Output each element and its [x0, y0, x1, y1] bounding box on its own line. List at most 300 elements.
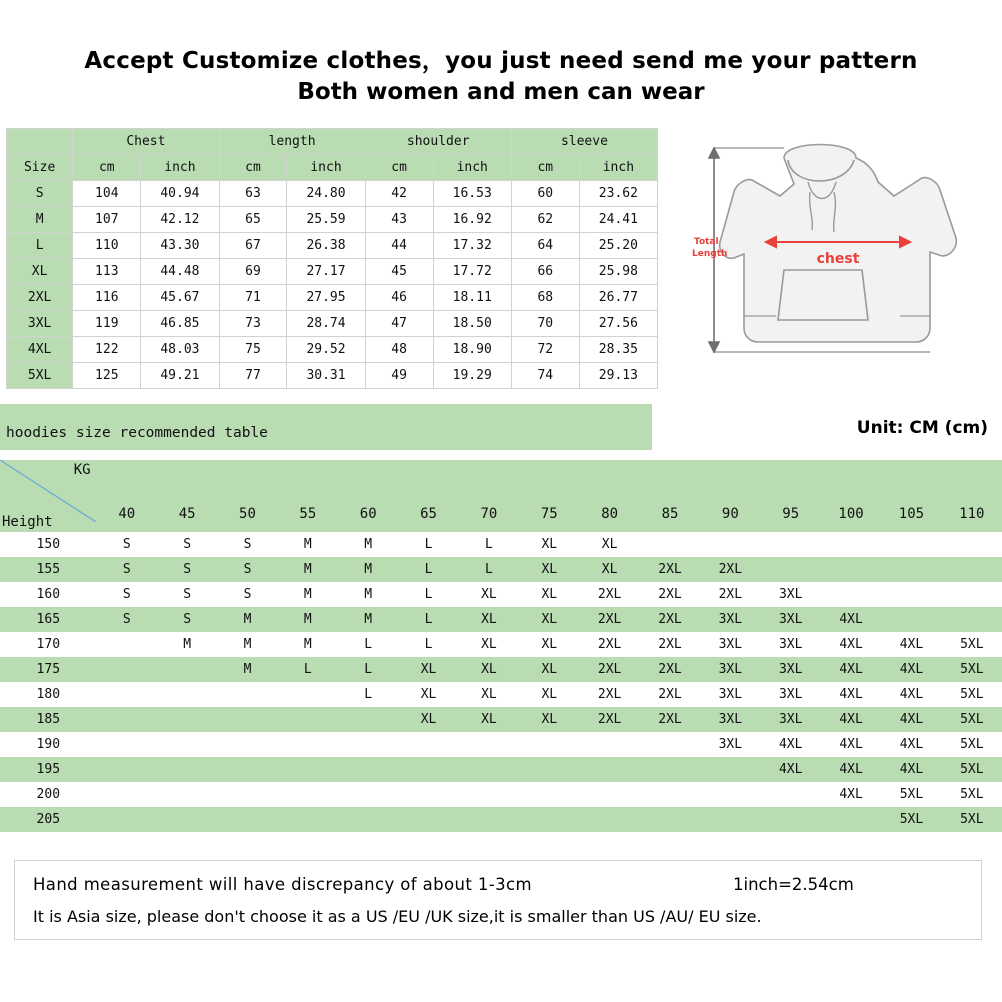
recommended-size-cell: S [157, 582, 217, 607]
recommended-size-cell: S [157, 532, 217, 557]
size-value: 72 [511, 337, 579, 363]
recommended-size-cell: 4XL [881, 757, 941, 782]
recommended-size-cell: 4XL [821, 607, 881, 632]
recommended-size-cell: 5XL [881, 782, 941, 807]
recommended-size-cell: M [278, 607, 338, 632]
size-value: 24.80 [287, 181, 365, 207]
size-recommendation-table [0, 460, 1002, 832]
recommended-size-cell: 3XL [700, 732, 760, 757]
recommended-size-cell: 2XL [640, 657, 700, 682]
table-row [7, 285, 658, 311]
recommended-size-cell: XL [519, 532, 579, 557]
recommended-size-cell [640, 532, 700, 557]
weight-column-header: 110 [942, 460, 1002, 532]
size-value: 29.13 [579, 363, 657, 389]
size-value: 49.21 [141, 363, 219, 389]
recommended-size-cell: M [217, 607, 277, 632]
size-value: 23.62 [579, 181, 657, 207]
recommended-size-cell: XL [398, 707, 458, 732]
recommended-size-cell: S [157, 557, 217, 582]
recommended-size-cell [459, 782, 519, 807]
size-table-corner-cell [7, 129, 73, 155]
recommended-size-cell [942, 557, 1002, 582]
recommended-size-cell: 3XL [761, 657, 821, 682]
recommended-size-cell [278, 757, 338, 782]
recommended-size-cell: 2XL [700, 582, 760, 607]
size-value: 62 [511, 207, 579, 233]
size-value: 67 [219, 233, 287, 259]
recommended-size-cell: S [217, 532, 277, 557]
kg-height-corner-cell [0, 460, 97, 532]
recommended-size-cell: XL [519, 582, 579, 607]
recommended-size-cell: 4XL [821, 732, 881, 757]
weight-column-header: 65 [398, 460, 458, 532]
recommended-size-cell: L [459, 557, 519, 582]
size-value: 28.35 [579, 337, 657, 363]
recommended-size-cell: XL [519, 682, 579, 707]
recommended-size-cell: 3XL [761, 607, 821, 632]
recommended-size-cell [278, 782, 338, 807]
recommended-size-cell [700, 757, 760, 782]
size-value: 29.52 [287, 337, 365, 363]
recommended-size-cell: L [278, 657, 338, 682]
kg-axis-label: KG [73, 462, 91, 478]
size-value: 27.17 [287, 259, 365, 285]
recommended-size-cell: M [338, 607, 398, 632]
recommended-size-cell: 3XL [700, 707, 760, 732]
recommended-size-cell [157, 682, 217, 707]
recommended-size-cell: 2XL [640, 582, 700, 607]
recommended-size-cell: S [97, 582, 157, 607]
recommended-size-cell [640, 732, 700, 757]
size-table-subheader-8: inch [579, 155, 657, 181]
recommended-size-cell: 2XL [579, 582, 639, 607]
recommended-size-cell: 2XL [640, 682, 700, 707]
size-label: 5XL [7, 363, 73, 389]
recommended-size-cell: 5XL [942, 782, 1002, 807]
size-value: 27.95 [287, 285, 365, 311]
recommended-size-cell [519, 757, 579, 782]
recommended-size-cell [519, 782, 579, 807]
size-table-subheader-0: Size [7, 155, 73, 181]
weight-column-header: 40 [97, 460, 157, 532]
recommended-size-cell [157, 807, 217, 832]
recommended-size-cell [97, 657, 157, 682]
recommended-size-cell: 5XL [942, 657, 1002, 682]
recommended-size-cell: 4XL [881, 657, 941, 682]
height-row-label: 205 [0, 807, 97, 832]
height-row-label: 185 [0, 707, 97, 732]
recommended-size-cell [579, 757, 639, 782]
size-value: 25.98 [579, 259, 657, 285]
recommended-size-cell: M [157, 632, 217, 657]
recommended-size-cell [398, 732, 458, 757]
size-value: 116 [73, 285, 141, 311]
size-value: 69 [219, 259, 287, 285]
recommended-size-cell [97, 707, 157, 732]
recommended-size-cell [338, 782, 398, 807]
size-value: 74 [511, 363, 579, 389]
size-value: 25.59 [287, 207, 365, 233]
recommended-size-cell: 5XL [942, 757, 1002, 782]
recommended-size-cell: 2XL [579, 682, 639, 707]
recommended-size-cell [157, 732, 217, 757]
size-value: 71 [219, 285, 287, 311]
recommended-size-cell: XL [459, 682, 519, 707]
recommended-size-cell [942, 607, 1002, 632]
recommended-size-cell: M [278, 632, 338, 657]
size-value: 18.11 [433, 285, 511, 311]
table-row [0, 707, 1002, 732]
recommended-size-cell [881, 557, 941, 582]
weight-column-header: 50 [217, 460, 277, 532]
size-value: 30.31 [287, 363, 365, 389]
hoodie-measurement-diagram [688, 130, 988, 385]
recommended-size-cell [97, 807, 157, 832]
size-value: 73 [219, 311, 287, 337]
table-row [0, 607, 1002, 632]
recommended-size-cell: L [338, 682, 398, 707]
recommend-title: hoodies size recommended table [6, 425, 268, 441]
size-value: 44 [365, 233, 433, 259]
table-row [0, 632, 1002, 657]
recommended-size-cell [700, 532, 760, 557]
recommended-size-cell [338, 807, 398, 832]
weight-column-header: 70 [459, 460, 519, 532]
recommended-size-cell: L [398, 607, 458, 632]
recommended-size-cell: 3XL [700, 607, 760, 632]
recommended-size-cell [881, 607, 941, 632]
recommended-size-cell: L [398, 532, 458, 557]
recommended-size-cell: XL [459, 632, 519, 657]
recommended-size-cell: XL [519, 707, 579, 732]
recommended-size-cell: M [278, 557, 338, 582]
height-row-label: 195 [0, 757, 97, 782]
recommended-size-cell: L [338, 657, 398, 682]
notes-box [14, 860, 982, 940]
size-value: 47 [365, 311, 433, 337]
recommended-size-cell: M [278, 532, 338, 557]
size-label: 3XL [7, 311, 73, 337]
size-value: 45.67 [141, 285, 219, 311]
heading-line-2: Both women and men can wear [297, 79, 705, 106]
recommended-size-cell [157, 782, 217, 807]
recommended-size-cell [217, 682, 277, 707]
size-value: 46 [365, 285, 433, 311]
recommended-size-cell [821, 582, 881, 607]
recommended-size-cell [519, 732, 579, 757]
size-value: 64 [511, 233, 579, 259]
size-value: 63 [219, 181, 287, 207]
recommended-size-cell: XL [579, 557, 639, 582]
size-label: 4XL [7, 337, 73, 363]
recommended-size-cell: S [217, 582, 277, 607]
recommended-size-cell: M [217, 657, 277, 682]
recommended-size-cell: 4XL [821, 682, 881, 707]
recommended-size-cell: S [97, 607, 157, 632]
size-value: 25.20 [579, 233, 657, 259]
recommended-size-cell [278, 807, 338, 832]
table-row [0, 582, 1002, 607]
recommended-size-cell: 3XL [700, 657, 760, 682]
size-value: 49 [365, 363, 433, 389]
recommended-size-cell: 2XL [640, 632, 700, 657]
note-inch-conversion: 1inch=2.54cm [733, 875, 854, 894]
size-value: 46.85 [141, 311, 219, 337]
recommended-size-cell: XL [398, 682, 458, 707]
recommended-size-cell [640, 807, 700, 832]
recommended-size-cell: 5XL [942, 732, 1002, 757]
size-value: 42.12 [141, 207, 219, 233]
size-value: 26.77 [579, 285, 657, 311]
size-value: 42 [365, 181, 433, 207]
weight-column-header: 95 [761, 460, 821, 532]
recommended-size-cell: S [157, 607, 217, 632]
recommended-size-cell [881, 582, 941, 607]
size-value: 16.53 [433, 181, 511, 207]
size-chart-table [6, 128, 658, 389]
recommended-size-cell [398, 757, 458, 782]
recommended-size-cell: 3XL [761, 632, 821, 657]
recommended-size-cell: 2XL [579, 707, 639, 732]
recommended-size-cell: M [217, 632, 277, 657]
recommended-size-cell [579, 732, 639, 757]
size-value: 77 [219, 363, 287, 389]
recommended-size-cell [217, 782, 277, 807]
recommended-size-cell [338, 732, 398, 757]
recommended-size-cell: XL [459, 582, 519, 607]
size-value: 43 [365, 207, 433, 233]
recommended-size-cell [942, 532, 1002, 557]
weight-column-header: 100 [821, 460, 881, 532]
recommended-size-cell: XL [579, 532, 639, 557]
size-value: 48.03 [141, 337, 219, 363]
unit-label: Unit: CM (cm) [856, 418, 988, 438]
recommended-size-cell: 2XL [640, 707, 700, 732]
recommended-size-cell: XL [459, 607, 519, 632]
recommended-size-cell [459, 757, 519, 782]
recommended-size-cell [97, 632, 157, 657]
recommended-size-cell: S [217, 557, 277, 582]
size-table-group-header [7, 129, 658, 155]
table-row [0, 757, 1002, 782]
recommended-size-cell [579, 782, 639, 807]
recommended-size-cell [278, 682, 338, 707]
recommended-size-cell [821, 807, 881, 832]
size-value: 40.94 [141, 181, 219, 207]
recommended-size-cell [700, 807, 760, 832]
size-label: 2XL [7, 285, 73, 311]
weight-column-header: 80 [579, 460, 639, 532]
height-row-label: 150 [0, 532, 97, 557]
height-row-label: 175 [0, 657, 97, 682]
size-label: M [7, 207, 73, 233]
recommended-size-cell: 4XL [821, 782, 881, 807]
size-table-subheader-2: inch [141, 155, 219, 181]
size-value: 110 [73, 233, 141, 259]
recommended-size-cell [157, 757, 217, 782]
size-value: 26.38 [287, 233, 365, 259]
total-length-label-line1: Total [694, 237, 719, 247]
size-value: 45 [365, 259, 433, 285]
size-label: XL [7, 259, 73, 285]
size-table-subheader-6: inch [433, 155, 511, 181]
weight-column-header: 85 [640, 460, 700, 532]
size-table-group-sleeve: sleeve [511, 129, 657, 155]
heading-line-1: Accept Customize clothes，you just need send me your pattern [84, 48, 918, 74]
recommended-size-cell: 5XL [942, 682, 1002, 707]
size-value: 104 [73, 181, 141, 207]
table-row [7, 337, 658, 363]
recommended-size-cell: 3XL [761, 707, 821, 732]
table-row [7, 311, 658, 337]
recommended-size-cell [579, 807, 639, 832]
recommended-size-cell: XL [519, 557, 579, 582]
recommended-size-cell: XL [398, 657, 458, 682]
recommended-size-cell [881, 532, 941, 557]
size-table-subheader-5: cm [365, 155, 433, 181]
recommended-size-cell [459, 807, 519, 832]
recommended-size-cell [97, 732, 157, 757]
recommended-size-cell: M [338, 557, 398, 582]
recommended-size-cell [217, 707, 277, 732]
weight-column-header: 75 [519, 460, 579, 532]
recommended-size-cell: 5XL [942, 807, 1002, 832]
size-value: 19.29 [433, 363, 511, 389]
recommended-size-cell [97, 782, 157, 807]
size-value: 68 [511, 285, 579, 311]
table-row [7, 181, 658, 207]
recommended-size-cell: 4XL [881, 707, 941, 732]
table-row [0, 657, 1002, 682]
size-table-group-shoulder: shoulder [365, 129, 511, 155]
recommended-size-cell: 5XL [881, 807, 941, 832]
size-value: 119 [73, 311, 141, 337]
recommended-size-cell [157, 657, 217, 682]
recommended-size-cell [278, 732, 338, 757]
table-row [0, 532, 1002, 557]
recommended-size-cell: 2XL [640, 607, 700, 632]
height-axis-label: Height [2, 514, 53, 530]
size-value: 66 [511, 259, 579, 285]
recommended-size-cell [398, 807, 458, 832]
recommended-size-cell [761, 532, 821, 557]
size-value: 18.90 [433, 337, 511, 363]
recommended-size-cell: S [97, 532, 157, 557]
table-row [0, 732, 1002, 757]
recommended-size-cell [821, 557, 881, 582]
recommended-size-cell [761, 782, 821, 807]
recommended-size-cell [278, 707, 338, 732]
weight-column-header: 90 [700, 460, 760, 532]
recommended-size-cell: 5XL [942, 632, 1002, 657]
recommended-size-cell [640, 782, 700, 807]
recommended-size-cell: 2XL [640, 557, 700, 582]
size-table-group-Chest: Chest [73, 129, 219, 155]
weight-column-header: 60 [338, 460, 398, 532]
size-value: 16.92 [433, 207, 511, 233]
size-table-group-length: length [219, 129, 365, 155]
recommended-size-cell: 4XL [881, 732, 941, 757]
recommended-size-cell [942, 582, 1002, 607]
recommended-size-cell: L [398, 582, 458, 607]
size-table-sub-header [7, 155, 658, 181]
size-table-subheader-7: cm [511, 155, 579, 181]
size-value: 17.72 [433, 259, 511, 285]
recommended-size-cell: M [338, 532, 398, 557]
table-row [7, 207, 658, 233]
size-value: 27.56 [579, 311, 657, 337]
height-row-label: 160 [0, 582, 97, 607]
size-value: 65 [219, 207, 287, 233]
size-value: 44.48 [141, 259, 219, 285]
recommended-size-cell: 4XL [821, 707, 881, 732]
height-row-label: 155 [0, 557, 97, 582]
recommended-size-cell: XL [459, 707, 519, 732]
size-value: 107 [73, 207, 141, 233]
size-value: 122 [73, 337, 141, 363]
recommended-size-cell: 4XL [761, 732, 821, 757]
recommended-size-cell: 4XL [821, 632, 881, 657]
size-table-subheader-3: cm [219, 155, 287, 181]
height-row-label: 200 [0, 782, 97, 807]
size-value: 28.74 [287, 311, 365, 337]
size-table-subheader-1: cm [73, 155, 141, 181]
size-value: 113 [73, 259, 141, 285]
recommended-size-cell: 2XL [579, 657, 639, 682]
recommended-size-cell: 2XL [579, 607, 639, 632]
recommended-size-cell: 3XL [761, 682, 821, 707]
recommended-size-cell: M [278, 582, 338, 607]
recommended-size-cell [97, 682, 157, 707]
note-asia-size: It is Asia size, please don't choose it as a US /EU /UK size,it is smaller than US /AU/ EU size. [33, 907, 762, 926]
size-value: 125 [73, 363, 141, 389]
recommended-size-cell [640, 757, 700, 782]
size-value: 17.32 [433, 233, 511, 259]
size-table-subheader-4: inch [287, 155, 365, 181]
table-row [0, 557, 1002, 582]
recommended-size-cell: 4XL [761, 757, 821, 782]
recommended-size-cell [157, 707, 217, 732]
recommended-size-cell [338, 757, 398, 782]
recommended-size-cell: 5XL [942, 707, 1002, 732]
recommended-size-cell: XL [519, 657, 579, 682]
recommended-size-cell [217, 807, 277, 832]
recommended-size-cell: 3XL [761, 582, 821, 607]
recommended-size-cell [761, 807, 821, 832]
recommended-size-cell [338, 707, 398, 732]
recommended-size-cell [217, 732, 277, 757]
recommended-size-cell [700, 782, 760, 807]
recommended-size-cell [821, 532, 881, 557]
recommended-size-cell [519, 807, 579, 832]
height-row-label: 190 [0, 732, 97, 757]
recommended-size-cell: L [398, 557, 458, 582]
recommended-size-cell: 4XL [821, 657, 881, 682]
height-row-label: 180 [0, 682, 97, 707]
recommended-size-cell: 4XL [881, 682, 941, 707]
recommended-size-cell: 3XL [700, 632, 760, 657]
table-row [0, 682, 1002, 707]
recommended-size-cell: 4XL [881, 632, 941, 657]
recommended-size-cell [398, 782, 458, 807]
recommended-size-cell: L [398, 632, 458, 657]
weight-column-header: 55 [278, 460, 338, 532]
recommended-size-cell: M [338, 582, 398, 607]
size-value: 75 [219, 337, 287, 363]
table-row [0, 782, 1002, 807]
size-value: 43.30 [141, 233, 219, 259]
